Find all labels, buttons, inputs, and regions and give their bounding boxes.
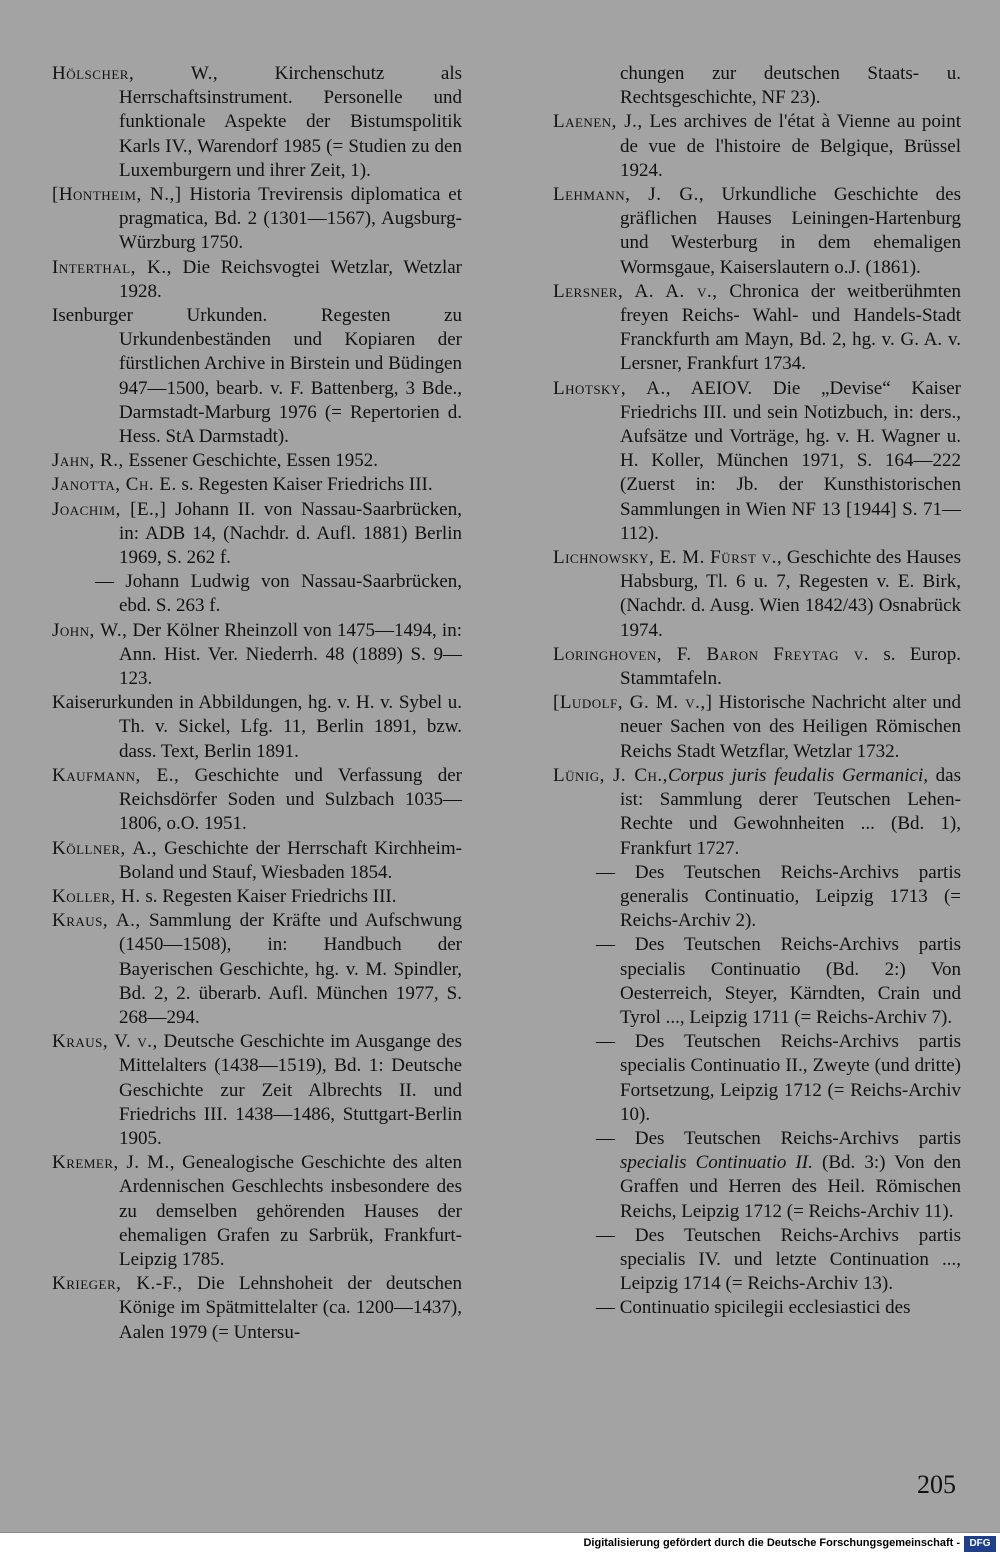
- entry-text: Isenburger Urkunden. Regesten zu Urkundenbeständen und Kopiaren der fürstlichen Archive in Birstein und Büdingen 947—1500, bearb. v. F. Battenberg, 3 Bde., Darmstadt-Marburg 1976 (= Repertorien d. Hess. StA Darmstadt).: [52, 305, 462, 448]
- bibliography-entry: [553, 643, 961, 691]
- bibliography-entry: [553, 62, 961, 110]
- entry-author: Janotta, Ch. E.: [52, 474, 177, 496]
- entry-text: — Johann Ludwig von Nassau-Saarbrücken, ebd. S. 263 f.: [95, 571, 462, 617]
- bibliography-entry: [553, 377, 961, 546]
- entry-text: Geschichte des Hauses Habsburg, Tl. 6 u. 7, Regesten v. E. Birk, (Nachdr. d. Ausg. Wien 1842/43) Osnabrück 1974.: [620, 547, 962, 641]
- entry-text: Historische Nachricht alter und neuer Sachen von des Heiligen Römischen Reichs Stadt Wetzflar, Wetzlar 1732.: [620, 692, 961, 762]
- entry-text: Johann II. von Nassau-Saarbrücken, in: ADB 14, (Nachdr. d. Aufl. 1881) Berlin 1969, S. 262 f.: [119, 498, 462, 569]
- bibliography-entry: [553, 1296, 961, 1320]
- entry-text: s. Europ. Stammtafeln.: [620, 643, 961, 690]
- entry-author: Joachim, [E.,]: [52, 498, 167, 520]
- right-column: [553, 62, 961, 1321]
- entry-text: Les archives de l'état à Vienne au point de vue de l'histoire de Belgique, Brüssel 1924.: [620, 111, 961, 181]
- entry-author: Hölscher, W.,: [52, 63, 219, 84]
- bibliography-entry: [553, 1127, 961, 1224]
- entry-text: Geschichte und Verfassung der Reichsdörfer Soden und Sulzbach 1035—1806, o.O. 1951.: [119, 764, 462, 835]
- entry-author: [Hontheim, N.,]: [52, 184, 182, 206]
- entry-author: Lersner, A. A. v.,: [553, 280, 718, 302]
- entry-text: Genealogische Geschichte des alten Ardennischen Geschlechts insbesondere des zu demselben gehörenden Hauses der ehemaligen Grafen zu Sarbrük, Frankfurt-Leipzig 1785.: [119, 1152, 462, 1270]
- entry-text-continued: (Bd. 3:) Von den Graffen und Herren des Heil. Römischen Reichs, Leipzig 1712 (= Reichs-Archiv 11).: [620, 1152, 962, 1222]
- bibliography-entry: [52, 764, 462, 837]
- entry-text: — Des Teutschen Reichs-Archivs partis: [596, 1127, 961, 1149]
- entry-author: Lünig, J. Ch.,: [553, 764, 668, 786]
- entry-author: Loringhoven, F. Baron Freytag v.: [553, 643, 870, 665]
- bibliography-entry: [52, 1272, 462, 1345]
- bibliography-entry: [52, 449, 462, 473]
- entry-text: AEIOV. Die „Devise“ Kaiser Friedrichs III. und sein Notizbuch, in: ders., Aufsätze und Vorträge, hg. v. H. Wagner u. H. Koller, München 1971, S. 164—222 (Zuerst in: Jb. der Kunsthistorischen Sammlungen in Wien NF 13 [1944] S. 71—112).: [620, 377, 961, 544]
- entry-author: Koller, H.: [52, 885, 141, 907]
- entry-text: s. Regesten Kaiser Friedrichs III.: [176, 474, 433, 496]
- entry-text: Der Kölner Rheinzoll von 1475—1494, in: Ann. Hist. Ver. Niederrh. 48 (1889) S. 9—123.: [119, 619, 462, 690]
- bibliography-entry: [52, 256, 462, 304]
- entry-italic-title: specialis Continuatio II.: [620, 1152, 813, 1174]
- bibliography-entry: [52, 1151, 462, 1272]
- entry-text: — Des Teutschen Reichs-Archivs partis generalis Continuatio, Leipzig 1713 (= Reichs-Archiv 2).: [596, 861, 961, 932]
- bibliography-entry: [52, 304, 462, 449]
- bibliography-entry: [52, 691, 462, 764]
- entry-text: Kaiserurkunden in Abbildungen, hg. v. H. v. Sybel u. Th. v. Sickel, Lfg. 11, Berlin 1891, bzw. dass. Text, Berlin 1891.: [52, 692, 462, 762]
- bibliography-entry: [52, 183, 462, 256]
- bibliography-entry: [52, 1030, 462, 1151]
- bibliography-entry: [52, 619, 462, 692]
- bibliography-entry: [553, 861, 961, 934]
- entry-text: s. Regesten Kaiser Friedrichs III.: [140, 885, 397, 907]
- bibliography-entry: [553, 933, 961, 1030]
- entry-text: Chronica der weitberühmten freyen Reichs- Wahl- und Handels-Stadt Franckfurth am Mayn, Bd. 2, hg. v. G. A. v. Lersner, Frankfurt 1734.: [620, 280, 961, 375]
- dfg-logo: DFG: [964, 1536, 996, 1552]
- entry-text: Die Lehnshoheit der deutschen Könige im Spätmittelalter (ca. 1200—1437), Aalen 1979 (= Untersu-: [119, 1273, 462, 1343]
- entry-italic-title: Corpus juris feudalis Germanici,: [667, 764, 928, 786]
- bibliography-entry: [52, 837, 462, 885]
- entry-text: — Des Teutschen Reichs-Archivs partis specialis IV. und letzte Continuation ..., Leipzig 1714 (= Reichs-Archiv 13).: [596, 1224, 961, 1295]
- entry-text: — Des Teutschen Reichs-Archivs partis specialis Continuatio (Bd. 2:) Von Oesterreich, Steyer, Kärndten, Crain und Tyrol ..., Leipzig 1711 (= Reichs-Archiv 7).: [596, 934, 961, 1028]
- bibliography-entry: [52, 885, 462, 909]
- bibliography-entry: [553, 546, 961, 643]
- entry-text: — Des Teutschen Reichs-Archivs partis specialis Continuatio II., Zweyte (und dritte) Fortsetzung, Leipzig 1712 (= Reichs-Archiv 10).: [596, 1031, 961, 1125]
- entry-text: Essener Geschichte, Essen 1952.: [123, 450, 379, 472]
- entry-author: Kraus, V. v.,: [52, 1031, 158, 1053]
- entry-author: Kremer, J. M.,: [52, 1152, 176, 1174]
- entry-text: Die Reichsvogtei Wetzlar, Wetzlar 1928.: [119, 256, 462, 302]
- bibliography-entry: [52, 909, 462, 1030]
- entry-text: Sammlung der Kräfte und Aufschwung (1450—1508), in: Handbuch der Bayerischen Geschichte, hg. v. M. Spindler, Bd. 2, 2. überarb. Aufl. München 1977, S. 268—294.: [119, 910, 462, 1028]
- entry-author: Kaufmann, E.,: [52, 764, 180, 786]
- entry-text: Kirchenschutz als Herrschaftsinstrument. Personelle und funktionale Aspekte der Bistumspolitik Karls IV., Warendorf 1985 (= Studien zu den Luxemburgern und ihrer Zeit, 1).: [119, 63, 463, 181]
- page-number: 205: [917, 1470, 956, 1499]
- entry-author: [Ludolf, G. M. v.,]: [553, 692, 713, 714]
- bibliography-entry: [553, 1030, 961, 1127]
- bibliography-entry: [553, 691, 961, 764]
- bibliography-entry: [553, 110, 961, 183]
- entry-author: Kraus, A.,: [52, 910, 141, 932]
- entry-text: Historia Trevirensis diplomatica et pragmatica, Bd. 2 (1301—1567), Augsburg-Würzburg 1750.: [119, 184, 462, 254]
- entry-author: John, W.,: [52, 619, 128, 641]
- left-column: [52, 62, 462, 1345]
- bibliography-entry: [52, 570, 462, 618]
- entry-text-continued: das ist: Sammlung derer Teutschen Lehen-Rechte und Gewohnheiten ... (Bd. 1), Frankfurt 1727.: [620, 764, 961, 859]
- entry-author: Lichnowsky, E. M. Fürst v.,: [553, 547, 783, 569]
- entry-author: Lehmann, J. G.,: [553, 184, 705, 206]
- bibliography-entry: [553, 183, 961, 280]
- bibliography-entry: [52, 62, 462, 183]
- entry-text: — Continuatio spicilegii ecclesiastici des: [596, 1297, 911, 1319]
- entry-author: Interthal, K.,: [52, 256, 172, 278]
- bibliography-entry: [52, 498, 462, 571]
- entry-text: Deutsche Geschichte im Ausgange des Mittelalters (1438—1519), Bd. 1: Deutsche Geschichte zur Zeit Albrechts II. und Friedrichs III. 1438—1486, Stuttgart-Berlin 1905.: [119, 1031, 462, 1149]
- entry-author: Köllner, A.,: [52, 837, 158, 859]
- entry-author: Krieger, K.-F.,: [52, 1273, 183, 1295]
- entry-text: chungen zur deutschen Staats- u. Rechtsgeschichte, NF 23).: [620, 63, 961, 109]
- digitization-footer: [0, 1532, 1000, 1557]
- entry-text: Geschichte der Herrschaft Kirchheim-Boland und Stauf, Wiesbaden 1854.: [119, 837, 462, 883]
- entry-author: Lhotsky, A.,: [553, 377, 671, 399]
- bibliography-entry: [52, 473, 462, 497]
- footer-credit-text: Digitalisierung gefördert durch die Deutsche Forschungsgemeinschaft -: [583, 1537, 960, 1549]
- bibliography-entry: [553, 764, 961, 861]
- entry-author: Laenen, J.,: [553, 111, 643, 133]
- bibliography-entry: [553, 280, 961, 377]
- entry-text: Urkundliche Geschichte des gräflichen Hauses Leiningen-Hartenburg und Westerburg in dem ehemaligen Wormsgaue, Kaiserslautern o.J. (1861).: [620, 184, 961, 278]
- bibliography-entry: [553, 1224, 961, 1297]
- entry-author: Jahn, R.,: [52, 450, 124, 472]
